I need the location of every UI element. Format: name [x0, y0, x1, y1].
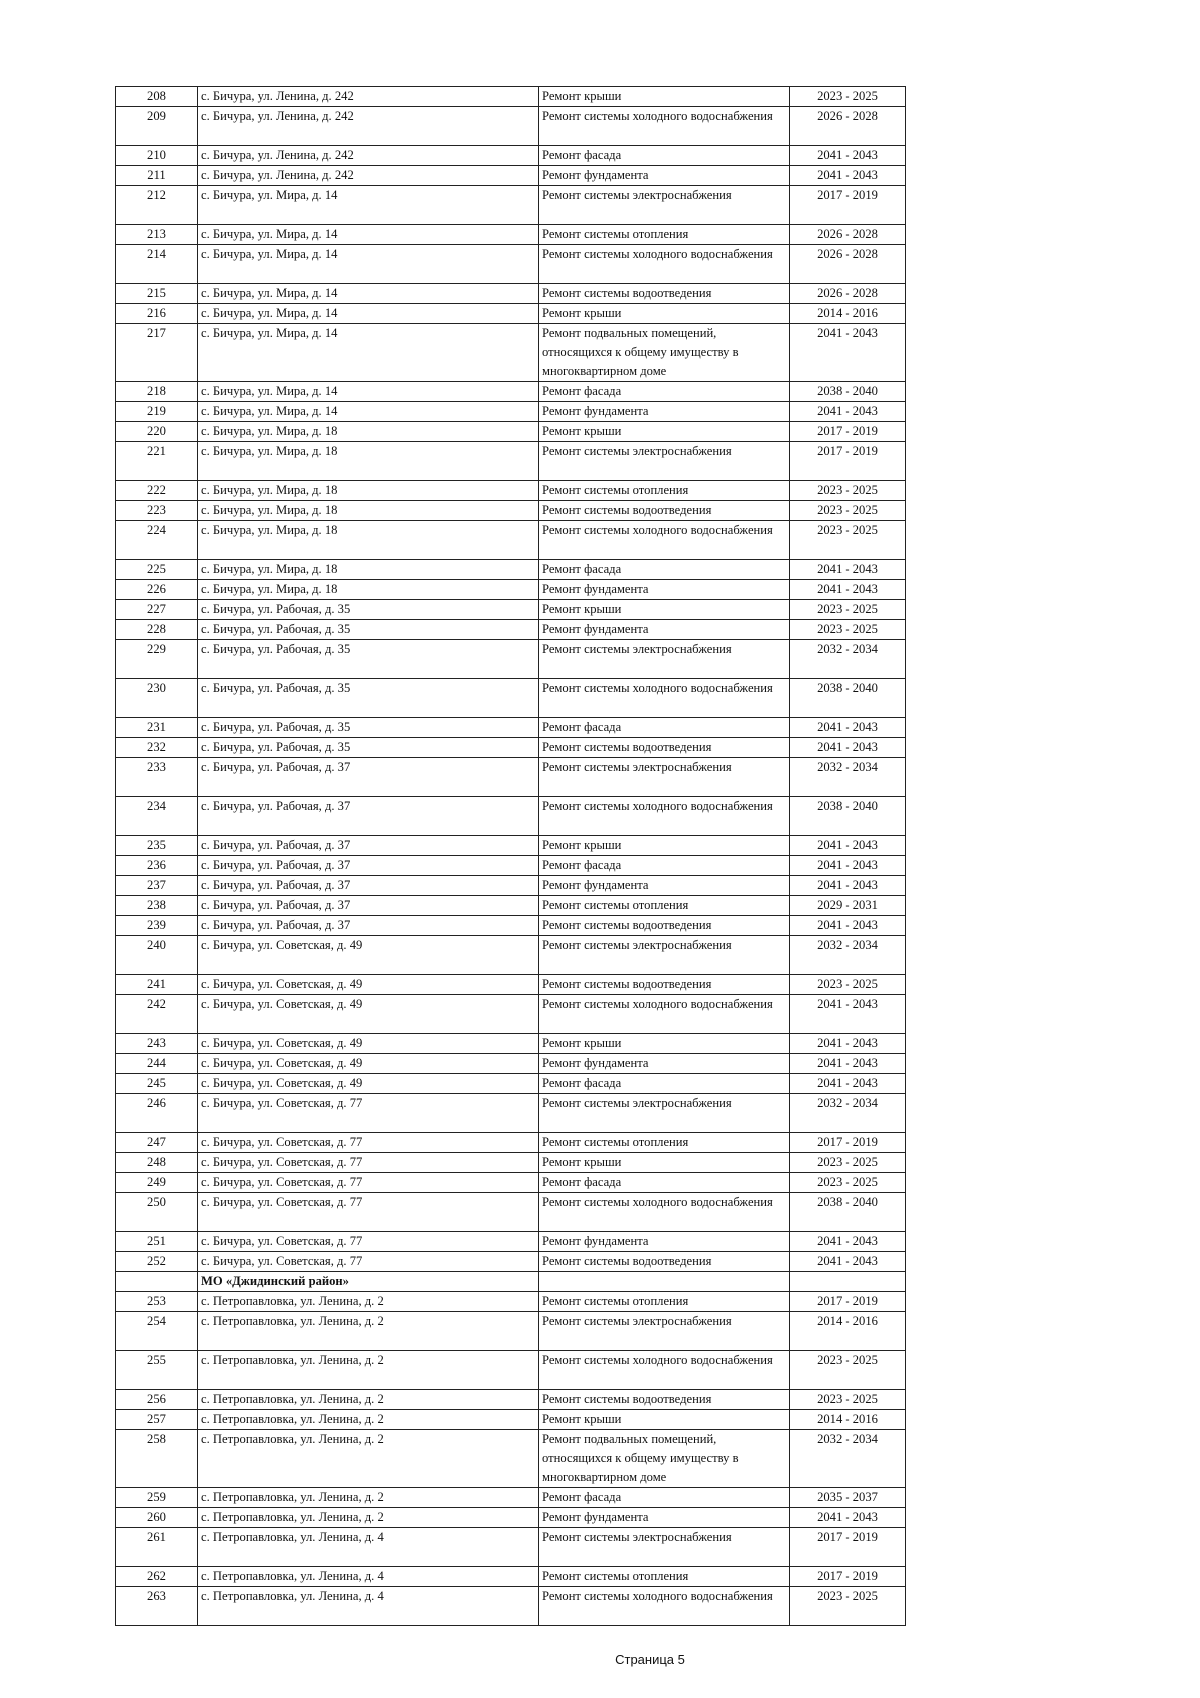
period-cell: 2038 - 2040	[790, 679, 906, 718]
address-cell: с. Бичура, ул. Советская, д. 49	[198, 1034, 539, 1054]
period-cell: 2017 - 2019	[790, 186, 906, 225]
row-number: 239	[116, 916, 198, 936]
table-row	[116, 836, 906, 856]
work-type-cell: Ремонт фасада	[539, 146, 790, 166]
period-cell: 2023 - 2025	[790, 1153, 906, 1173]
work-type-cell: Ремонт фасада	[539, 856, 790, 876]
row-number: 254	[116, 1312, 198, 1351]
period-cell: 2032 - 2034	[790, 936, 906, 975]
row-number: 223	[116, 501, 198, 521]
period-cell: 2032 - 2034	[790, 758, 906, 797]
row-number: 236	[116, 856, 198, 876]
work-type-cell: Ремонт системы водоотведения	[539, 284, 790, 304]
table-row	[116, 1390, 906, 1410]
row-number: 232	[116, 738, 198, 758]
work-type-cell: Ремонт крыши	[539, 1034, 790, 1054]
table-row	[116, 560, 906, 580]
row-number: 234	[116, 797, 198, 836]
work-type-cell: Ремонт крыши	[539, 600, 790, 620]
table-row	[116, 1508, 906, 1528]
work-type-cell: Ремонт системы холодного водоснабжения	[539, 995, 790, 1034]
table-row	[116, 501, 906, 521]
address-cell: с. Бичура, ул. Советская, д. 77	[198, 1173, 539, 1193]
row-number: 212	[116, 186, 198, 225]
address-cell: с. Петропавловка, ул. Ленина, д. 2	[198, 1410, 539, 1430]
period-cell: 2041 - 2043	[790, 1074, 906, 1094]
work-type-cell: Ремонт фундамента	[539, 580, 790, 600]
row-number: 230	[116, 679, 198, 718]
section-row	[116, 1272, 906, 1292]
table-row	[116, 422, 906, 442]
address-cell: с. Бичура, ул. Мира, д. 14	[198, 245, 539, 284]
section-title: МО «Джидинский район»	[198, 1272, 539, 1292]
work-type-cell: Ремонт фасада	[539, 382, 790, 402]
page-number: Страница 5	[615, 1652, 685, 1667]
row-number: 209	[116, 107, 198, 146]
period-cell: 2041 - 2043	[790, 738, 906, 758]
address-cell: с. Петропавловка, ул. Ленина, д. 4	[198, 1528, 539, 1567]
period-cell: 2041 - 2043	[790, 402, 906, 422]
period-cell: 2041 - 2043	[790, 856, 906, 876]
table-row	[116, 679, 906, 718]
address-cell: с. Бичура, ул. Рабочая, д. 35	[198, 679, 539, 718]
address-cell: с. Бичура, ул. Советская, д. 49	[198, 1074, 539, 1094]
period-cell: 2023 - 2025	[790, 600, 906, 620]
work-type-cell: Ремонт крыши	[539, 1410, 790, 1430]
table-row	[116, 225, 906, 245]
address-cell: с. Бичура, ул. Рабочая, д. 37	[198, 876, 539, 896]
row-number: 244	[116, 1054, 198, 1074]
work-type-cell: Ремонт системы отопления	[539, 1133, 790, 1153]
address-cell: с. Бичура, ул. Ленина, д. 242	[198, 87, 539, 107]
row-number: 221	[116, 442, 198, 481]
table-row	[116, 1173, 906, 1193]
period-cell: 2026 - 2028	[790, 107, 906, 146]
work-type-cell: Ремонт системы холодного водоснабжения	[539, 797, 790, 836]
work-type-cell: Ремонт системы отопления	[539, 1292, 790, 1312]
table-row	[116, 146, 906, 166]
period-cell: 2041 - 2043	[790, 1252, 906, 1272]
work-type-cell: Ремонт системы водоотведения	[539, 1252, 790, 1272]
table-row	[116, 87, 906, 107]
period-cell: 2041 - 2043	[790, 146, 906, 166]
period-cell: 2023 - 2025	[790, 521, 906, 560]
table-row	[116, 1034, 906, 1054]
period-cell: 2032 - 2034	[790, 1430, 906, 1488]
address-cell: с. Бичура, ул. Ленина, д. 242	[198, 146, 539, 166]
period-cell: 2029 - 2031	[790, 896, 906, 916]
period-cell: 2023 - 2025	[790, 1173, 906, 1193]
work-type-cell: Ремонт системы холодного водоснабжения	[539, 107, 790, 146]
work-type-cell: Ремонт системы отопления	[539, 225, 790, 245]
table-row	[116, 916, 906, 936]
work-type-cell: Ремонт крыши	[539, 422, 790, 442]
table-row	[116, 1153, 906, 1173]
address-cell: с. Петропавловка, ул. Ленина, д. 4	[198, 1567, 539, 1587]
work-type-cell: Ремонт крыши	[539, 1153, 790, 1173]
table-row	[116, 1193, 906, 1232]
table-row	[116, 640, 906, 679]
work-type-cell: Ремонт фундамента	[539, 166, 790, 186]
row-number: 218	[116, 382, 198, 402]
row-number: 229	[116, 640, 198, 679]
work-type-cell: Ремонт подвальных помещений, относящихся к общему имуществу в многоквартирном доме	[539, 324, 790, 382]
address-cell: с. Бичура, ул. Мира, д. 18	[198, 560, 539, 580]
period-cell: 2041 - 2043	[790, 718, 906, 738]
table-row	[116, 1133, 906, 1153]
period-cell: 2023 - 2025	[790, 1587, 906, 1626]
work-type-cell: Ремонт системы электроснабжения	[539, 442, 790, 481]
period-cell: 2041 - 2043	[790, 836, 906, 856]
work-type-cell: Ремонт системы холодного водоснабжения	[539, 1587, 790, 1626]
address-cell: с. Бичура, ул. Советская, д. 49	[198, 995, 539, 1034]
row-number: 216	[116, 304, 198, 324]
row-number: 242	[116, 995, 198, 1034]
address-cell: с. Бичура, ул. Мира, д. 14	[198, 284, 539, 304]
period-cell: 2014 - 2016	[790, 304, 906, 324]
period-cell: 2041 - 2043	[790, 1232, 906, 1252]
address-cell: с. Петропавловка, ул. Ленина, д. 2	[198, 1430, 539, 1488]
row-number: 211	[116, 166, 198, 186]
address-cell: с. Бичура, ул. Советская, д. 77	[198, 1153, 539, 1173]
address-cell: с. Бичура, ул. Рабочая, д. 37	[198, 896, 539, 916]
period-cell: 2023 - 2025	[790, 501, 906, 521]
address-cell: с. Бичура, ул. Советская, д. 77	[198, 1252, 539, 1272]
address-cell: с. Бичура, ул. Советская, д. 77	[198, 1193, 539, 1232]
row-number: 247	[116, 1133, 198, 1153]
address-cell: с. Петропавловка, ул. Ленина, д. 4	[198, 1587, 539, 1626]
table-row	[116, 856, 906, 876]
row-number: 227	[116, 600, 198, 620]
address-cell: с. Петропавловка, ул. Ленина, д. 2	[198, 1488, 539, 1508]
work-type-cell: Ремонт системы водоотведения	[539, 501, 790, 521]
address-cell: с. Бичура, ул. Рабочая, д. 35	[198, 718, 539, 738]
period-cell: 2017 - 2019	[790, 1133, 906, 1153]
period-cell: 2041 - 2043	[790, 876, 906, 896]
row-number: 233	[116, 758, 198, 797]
address-cell: с. Бичура, ул. Рабочая, д. 37	[198, 758, 539, 797]
work-type-cell: Ремонт крыши	[539, 304, 790, 324]
address-cell: с. Бичура, ул. Советская, д. 77	[198, 1094, 539, 1133]
table-row	[116, 1054, 906, 1074]
address-cell: с. Бичура, ул. Рабочая, д. 35	[198, 600, 539, 620]
period-cell: 2041 - 2043	[790, 1034, 906, 1054]
table-row	[116, 304, 906, 324]
table-row	[116, 1528, 906, 1567]
table-row	[116, 107, 906, 146]
address-cell: с. Бичура, ул. Мира, д. 18	[198, 442, 539, 481]
period-cell: 2038 - 2040	[790, 1193, 906, 1232]
row-number: 243	[116, 1034, 198, 1054]
period-cell: 2032 - 2034	[790, 1094, 906, 1133]
period-cell: 2041 - 2043	[790, 324, 906, 382]
period-cell: 2014 - 2016	[790, 1312, 906, 1351]
period-cell: 2017 - 2019	[790, 1528, 906, 1567]
row-number: 259	[116, 1488, 198, 1508]
period-cell: 2026 - 2028	[790, 284, 906, 304]
work-type-cell: Ремонт системы водоотведения	[539, 1390, 790, 1410]
section-num-cell	[116, 1272, 198, 1292]
address-cell: с. Петропавловка, ул. Ленина, д. 2	[198, 1292, 539, 1312]
work-type-cell: Ремонт системы водоотведения	[539, 916, 790, 936]
row-number: 213	[116, 225, 198, 245]
work-type-cell: Ремонт системы водоотведения	[539, 738, 790, 758]
table-row	[116, 186, 906, 225]
address-cell: с. Бичура, ул. Рабочая, д. 37	[198, 856, 539, 876]
period-cell: 2041 - 2043	[790, 995, 906, 1034]
address-cell: с. Петропавловка, ул. Ленина, д. 2	[198, 1390, 539, 1410]
address-cell: с. Петропавловка, ул. Ленина, д. 2	[198, 1508, 539, 1528]
address-cell: с. Бичура, ул. Мира, д. 18	[198, 501, 539, 521]
row-number: 246	[116, 1094, 198, 1133]
table-row	[116, 758, 906, 797]
table-row	[116, 975, 906, 995]
row-number: 238	[116, 896, 198, 916]
period-cell: 2023 - 2025	[790, 481, 906, 501]
row-number: 214	[116, 245, 198, 284]
period-cell: 2032 - 2034	[790, 640, 906, 679]
work-type-cell: Ремонт фундамента	[539, 1232, 790, 1252]
address-cell: с. Петропавловка, ул. Ленина, д. 2	[198, 1312, 539, 1351]
row-number: 210	[116, 146, 198, 166]
table-row	[116, 402, 906, 422]
row-number: 219	[116, 402, 198, 422]
address-cell: с. Бичура, ул. Мира, д. 18	[198, 422, 539, 442]
period-cell: 2026 - 2028	[790, 225, 906, 245]
address-cell: с. Бичура, ул. Мира, д. 18	[198, 580, 539, 600]
row-number: 249	[116, 1173, 198, 1193]
table-row	[116, 1232, 906, 1252]
work-type-cell: Ремонт системы холодного водоснабжения	[539, 245, 790, 284]
period-cell: 2041 - 2043	[790, 166, 906, 186]
repair-schedule-table	[115, 86, 906, 1626]
row-number: 245	[116, 1074, 198, 1094]
row-number: 252	[116, 1252, 198, 1272]
period-cell: 2041 - 2043	[790, 1054, 906, 1074]
work-type-cell: Ремонт крыши	[539, 836, 790, 856]
work-type-cell: Ремонт системы электроснабжения	[539, 1312, 790, 1351]
period-cell: 2017 - 2019	[790, 1292, 906, 1312]
work-type-cell: Ремонт фундамента	[539, 620, 790, 640]
work-type-cell: Ремонт системы электроснабжения	[539, 186, 790, 225]
row-number: 208	[116, 87, 198, 107]
work-type-cell: Ремонт системы отопления	[539, 1567, 790, 1587]
address-cell: с. Бичура, ул. Рабочая, д. 37	[198, 797, 539, 836]
table-row	[116, 284, 906, 304]
row-number: 261	[116, 1528, 198, 1567]
period-cell: 2023 - 2025	[790, 87, 906, 107]
address-cell: с. Бичура, ул. Ленина, д. 242	[198, 166, 539, 186]
row-number: 256	[116, 1390, 198, 1410]
row-number: 257	[116, 1410, 198, 1430]
address-cell: с. Бичура, ул. Мира, д. 14	[198, 186, 539, 225]
period-cell: 2026 - 2028	[790, 245, 906, 284]
address-cell: с. Бичура, ул. Советская, д. 77	[198, 1232, 539, 1252]
row-number: 222	[116, 481, 198, 501]
table-row	[116, 995, 906, 1034]
table-row	[116, 1094, 906, 1133]
work-type-cell: Ремонт системы отопления	[539, 481, 790, 501]
address-cell: с. Бичура, ул. Советская, д. 77	[198, 1133, 539, 1153]
work-type-cell: Ремонт фасада	[539, 1074, 790, 1094]
row-number: 217	[116, 324, 198, 382]
table-row	[116, 896, 906, 916]
row-number: 241	[116, 975, 198, 995]
work-type-cell: Ремонт крыши	[539, 87, 790, 107]
row-number: 240	[116, 936, 198, 975]
period-cell: 2023 - 2025	[790, 620, 906, 640]
period-cell: 2023 - 2025	[790, 975, 906, 995]
address-cell: с. Бичура, ул. Рабочая, д. 37	[198, 836, 539, 856]
period-cell: 2041 - 2043	[790, 916, 906, 936]
work-type-cell: Ремонт фасада	[539, 560, 790, 580]
table-row	[116, 1410, 906, 1430]
address-cell: с. Бичура, ул. Мира, д. 14	[198, 324, 539, 382]
table-row	[116, 876, 906, 896]
address-cell: с. Бичура, ул. Мира, д. 14	[198, 225, 539, 245]
table-row	[116, 166, 906, 186]
row-number: 215	[116, 284, 198, 304]
table-row	[116, 620, 906, 640]
work-type-cell: Ремонт системы холодного водоснабжения	[539, 521, 790, 560]
table-row	[116, 1430, 906, 1488]
table-row	[116, 1587, 906, 1626]
table-row	[116, 1567, 906, 1587]
period-cell: 2041 - 2043	[790, 580, 906, 600]
period-cell: 2023 - 2025	[790, 1390, 906, 1410]
row-number: 225	[116, 560, 198, 580]
table-row	[116, 1312, 906, 1351]
row-number: 255	[116, 1351, 198, 1390]
address-cell: с. Бичура, ул. Мира, д. 14	[198, 402, 539, 422]
table-row	[116, 481, 906, 501]
table-row	[116, 245, 906, 284]
work-type-cell: Ремонт фасада	[539, 718, 790, 738]
work-type-cell: Ремонт фундамента	[539, 876, 790, 896]
work-type-cell: Ремонт фундамента	[539, 1508, 790, 1528]
address-cell: с. Бичура, ул. Рабочая, д. 35	[198, 620, 539, 640]
period-cell: 2035 - 2037	[790, 1488, 906, 1508]
row-number: 226	[116, 580, 198, 600]
table-row	[116, 797, 906, 836]
row-number: 231	[116, 718, 198, 738]
row-number: 248	[116, 1153, 198, 1173]
period-cell: 2017 - 2019	[790, 1567, 906, 1587]
table-row	[116, 1351, 906, 1390]
period-cell: 2017 - 2019	[790, 422, 906, 442]
table-row	[116, 324, 906, 382]
table-row	[116, 1488, 906, 1508]
address-cell: с. Петропавловка, ул. Ленина, д. 2	[198, 1351, 539, 1390]
table-row	[116, 580, 906, 600]
work-type-cell: Ремонт фасада	[539, 1173, 790, 1193]
section-empty-cell	[790, 1272, 906, 1292]
row-number: 263	[116, 1587, 198, 1626]
period-cell: 2038 - 2040	[790, 797, 906, 836]
table-row	[116, 1074, 906, 1094]
table-row	[116, 936, 906, 975]
row-number: 250	[116, 1193, 198, 1232]
row-number: 262	[116, 1567, 198, 1587]
address-cell: с. Бичура, ул. Мира, д. 14	[198, 304, 539, 324]
address-cell: с. Бичура, ул. Ленина, д. 242	[198, 107, 539, 146]
address-cell: с. Бичура, ул. Советская, д. 49	[198, 936, 539, 975]
work-type-cell: Ремонт подвальных помещений, относящихся к общему имуществу в многоквартирном доме	[539, 1430, 790, 1488]
work-type-cell: Ремонт фундамента	[539, 1054, 790, 1074]
period-cell: 2017 - 2019	[790, 442, 906, 481]
row-number: 220	[116, 422, 198, 442]
address-cell: с. Бичура, ул. Мира, д. 18	[198, 521, 539, 560]
table-body	[116, 87, 906, 1626]
table-row	[116, 1252, 906, 1272]
row-number: 235	[116, 836, 198, 856]
period-cell: 2014 - 2016	[790, 1410, 906, 1430]
table-row	[116, 1292, 906, 1312]
row-number: 258	[116, 1430, 198, 1488]
period-cell: 2038 - 2040	[790, 382, 906, 402]
row-number: 237	[116, 876, 198, 896]
work-type-cell: Ремонт системы отопления	[539, 896, 790, 916]
table-row	[116, 521, 906, 560]
address-cell: с. Бичура, ул. Рабочая, д. 35	[198, 738, 539, 758]
period-cell: 2041 - 2043	[790, 560, 906, 580]
address-cell: с. Бичура, ул. Рабочая, д. 35	[198, 640, 539, 679]
row-number: 260	[116, 1508, 198, 1528]
table-row	[116, 718, 906, 738]
work-type-cell: Ремонт системы электроснабжения	[539, 1094, 790, 1133]
address-cell: с. Бичура, ул. Мира, д. 18	[198, 481, 539, 501]
work-type-cell: Ремонт фасада	[539, 1488, 790, 1508]
table-row	[116, 738, 906, 758]
work-type-cell: Ремонт системы электроснабжения	[539, 1528, 790, 1567]
row-number: 224	[116, 521, 198, 560]
address-cell: с. Бичура, ул. Советская, д. 49	[198, 975, 539, 995]
work-type-cell: Ремонт системы электроснабжения	[539, 936, 790, 975]
work-type-cell: Ремонт системы холодного водоснабжения	[539, 1193, 790, 1232]
address-cell: с. Бичура, ул. Рабочая, д. 37	[198, 916, 539, 936]
work-type-cell: Ремонт системы электроснабжения	[539, 758, 790, 797]
work-type-cell: Ремонт системы электроснабжения	[539, 640, 790, 679]
work-type-cell: Ремонт фундамента	[539, 402, 790, 422]
table-row	[116, 382, 906, 402]
period-cell: 2023 - 2025	[790, 1351, 906, 1390]
work-type-cell: Ремонт системы водоотведения	[539, 975, 790, 995]
work-type-cell: Ремонт системы холодного водоснабжения	[539, 1351, 790, 1390]
table-row	[116, 600, 906, 620]
address-cell: с. Бичура, ул. Мира, д. 14	[198, 382, 539, 402]
work-type-cell: Ремонт системы холодного водоснабжения	[539, 679, 790, 718]
address-cell: с. Бичура, ул. Советская, д. 49	[198, 1054, 539, 1074]
row-number: 251	[116, 1232, 198, 1252]
table-row	[116, 442, 906, 481]
row-number: 253	[116, 1292, 198, 1312]
row-number: 228	[116, 620, 198, 640]
period-cell: 2041 - 2043	[790, 1508, 906, 1528]
section-empty-cell	[539, 1272, 790, 1292]
